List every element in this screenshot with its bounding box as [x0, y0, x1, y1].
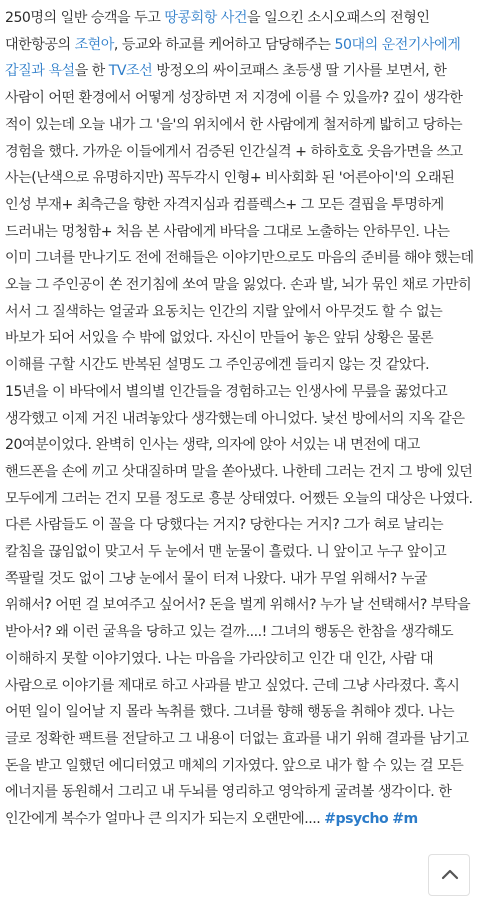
link-driver-abuse[interactable]: 50대의 운전기사에게 갑질과 욕설 [5, 36, 461, 80]
text-segment: , 등교와 하교를 케어하고 담당해주는 [113, 36, 335, 53]
hashtag-m[interactable]: #m [392, 811, 418, 828]
scroll-to-top-button[interactable] [428, 854, 470, 896]
link-tv-chosun[interactable]: TV조선 [108, 63, 153, 80]
post-text [5, 5, 474, 833]
chevron-up-icon [438, 863, 462, 887]
text-segment: 250명의 일반 승객을 두고 [5, 10, 165, 26]
text-segment: 을 한 [74, 63, 109, 80]
hashtag-psycho[interactable]: #psycho [324, 811, 389, 828]
link-cho-hyun-ah[interactable]: 조현아 [74, 36, 114, 53]
text-segment: 방정오의 싸이코패스 초등생 딸 기사를 보면서, 한 사람이 어떤 환경에서 어떻게 성장하면 저 지경에 이를 수 있을까? 깊이 생각한 적이 있는데 오늘 내가 그 '을'의 위치에서 한 사람에게 철저하게 밟히고 당하는 경험을 했다. 가까운 이들에게서 검증된 인간실격 + 하하호호 웃음가면을 쓰고 사는(난색으로 유명하지만) 꼭두각시 인형+ 비사회화 된 '어른아이'의 오래된 인성 부재+ 최측근을 향한 자격지심과 컴플렉스+ 그 모든 결핍을 투명하게 드러내는 멍청함+ 처음 본 사람에게 바닥을 그대로 노출하는 안하무인. 나는 이미 그녀를 만나기도 전에 전해들은 이야기만으로도 마음의 준비를 해야 했는데 오늘 그 주인공이 쏜 전기침에 쏘여 말을 잃었다. 손과 발, 뇌가 묶인 채로 가만히 서서 그 질색하는 얼굴과 요동치는 인간의 지랄 앞에서 아무것도 할 수 없는 바보가 되어 서있을 수 밖에 없었다. 자신이 만들어 놓은 앞뒤 상황은 물론 이해를 구할 시간도 반복된 설명도 그 주인공에겐 들리지 않는 것 같았다. 15년을 이 바닥에서 별의별 인간들을 경험하고는 인생사에 무릎을 꿇었다고 생각했고 이제 거진 내려놓았다 생각했는데 아니었다. 낯선 방에서의 지옥 같은 20여분이었다. 완벽히 인사는 생략, 의자에 앉아 서있는 내 면전에 대고 핸드폰을 손에 끼고 삿대질하며 말을 쏟아냈다. 나한테 그러는 건지 그 방에 있던 모두에게 그러는 건지 모를 정도로 흥분 상태였다. 어쨌든 오늘의 대상은 나였다. 다른 사람들도 이 꼴을 다 당했다는 거지? 당한다는 거지? 그가 혀로 날리는 칼침을 끊임없이 맞고서 두 눈에서 맨 눈물이 흘렀다. 니 앞이고 누구 앞이고 쪽팔릴 것도 없이 그냥 눈에서 물이 터져 나왔다. 내가 무얼 위해서? 누굴 위해서? 어떤 걸 보여주고 싶어서? 돈을 벌게 위해서? 누가 날 선택해서? 부탁을 받아서? 왜 이런 굴욕을 당하고 있는 걸까....! 그녀의 행동은 한참을 생각해도 이해하지 못할 이야기였다. 나는 마음을 가라앉히고 인간 대 인간, 사람 대 사람으로 이야기를 제대로 하고 사과를 받고 싶었다. 근데 그냥 사라졌다. 혹시 어떤 일이 일어날 지 몰라 녹취를 했다. 그녀를 향해 행동을 취해야 겠다. 나는 글로 정확한 팩트를 전달하고 그 내용이 더없는 효과를 내기 위해 결과를 남기고 돈을 받고 일했던 에디터였고 매체의 기자였다. 앞으로 내가 할 수 있는 걸 모든 에너지를 동원해서 그리고 내 두뇌를 영리하고 영악하게 굴려볼 생각이다. 한 인간에게 복수가 얼마나 큰 의지가 되는지 오랜만에.... [5, 63, 474, 828]
link-peanut-incident[interactable]: 땅콩회항 사건 [164, 10, 248, 26]
text-segment: 을 일으킨 소시오패스의 전형인 대한항공의 [5, 10, 430, 53]
